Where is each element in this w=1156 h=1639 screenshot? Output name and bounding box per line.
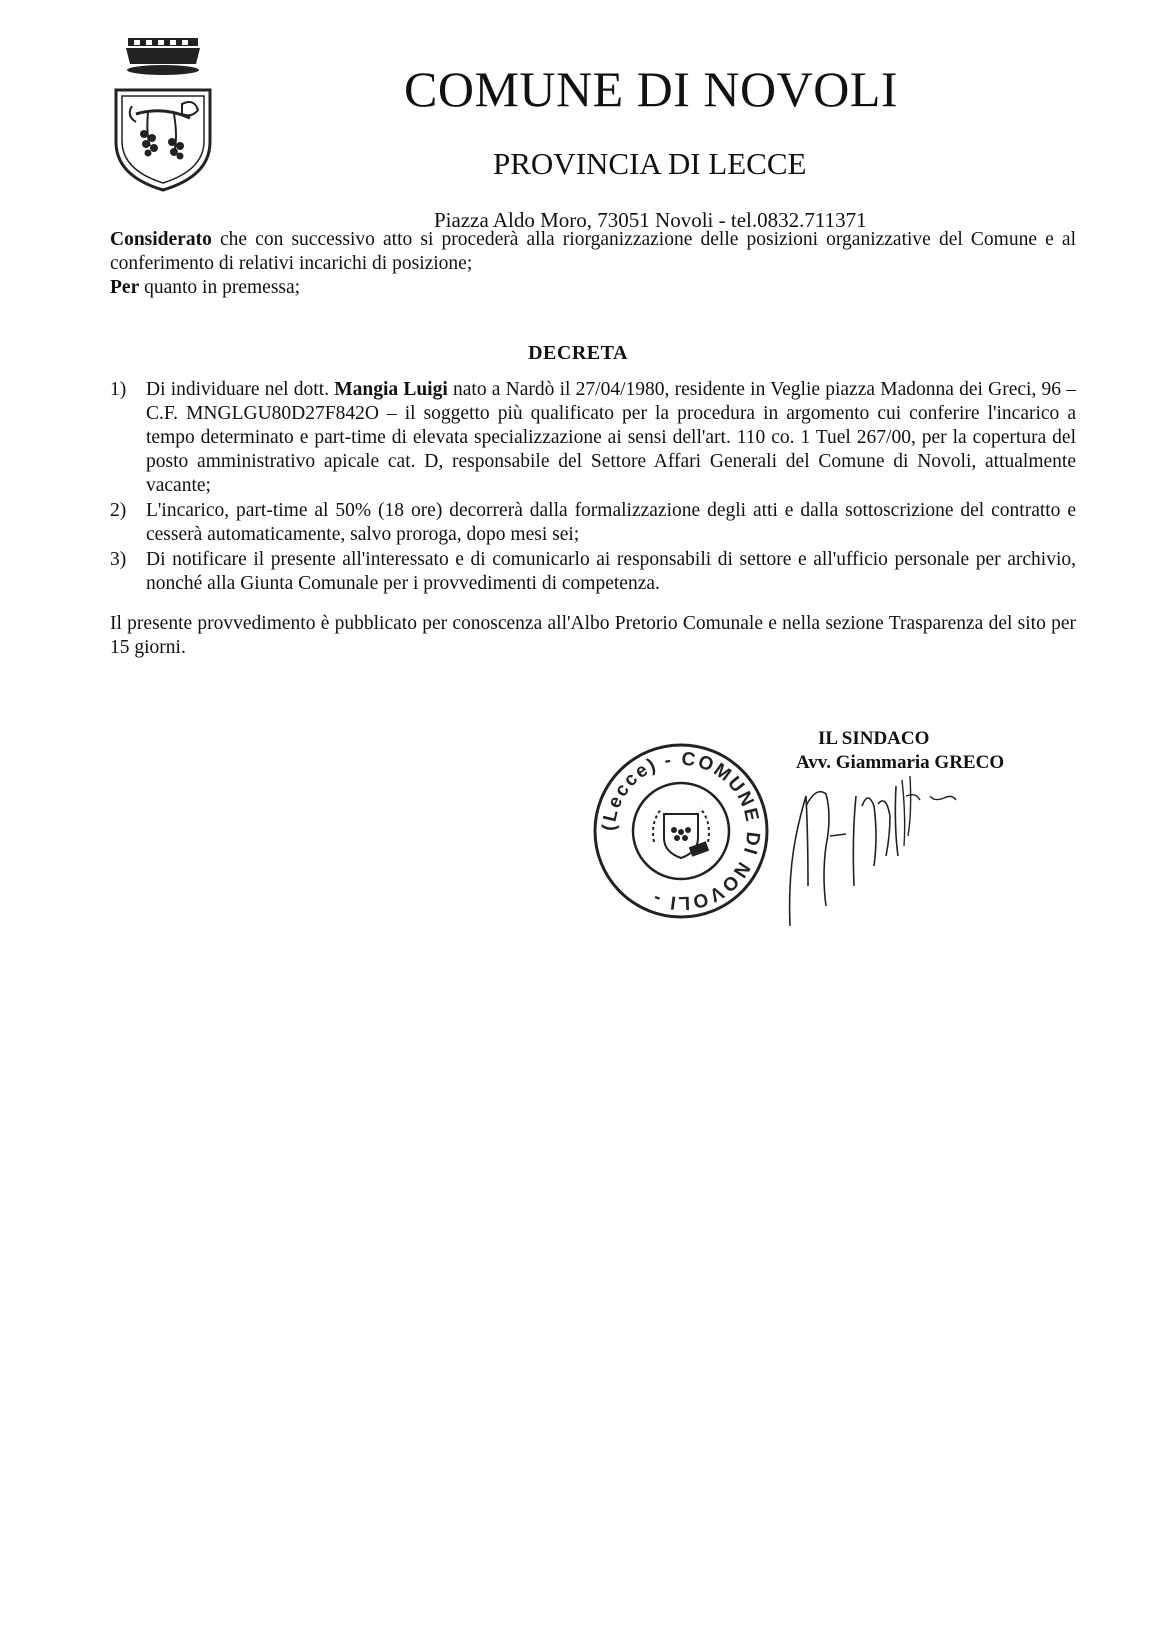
municipal-address: Piazza Aldo Moro, 73051 Novoli - tel.0832.711371	[434, 208, 867, 232]
item-text: L'incarico, part-time al 50% (18 ore) decorrerà dalla formalizzazione degli atti e dalla sottoscrizione del contratto e cesserà automaticamente, salvo proroga, dopo mesi sei;	[146, 500, 1076, 545]
page-title: COMUNE DI NOVOLI	[404, 61, 899, 117]
handwritten-signature-icon	[786, 776, 996, 926]
per-clause	[110, 276, 1076, 300]
province-subtitle: PROVINCIA DI LECCE	[493, 146, 807, 181]
decreta-heading: DECRETA	[528, 342, 628, 364]
signature-block	[796, 727, 1004, 775]
item-text: Di notificare il presente all'interessato e di comunicarlo ai responsabili di settore e all'ufficio personale per archivio, nonché alla Giunta Comunale per i provvedimenti di competenza.	[146, 549, 1076, 594]
item-text: Di individuare nel dott. Mangia Luigi nato a Nardò il 27/04/1980, residente in Veglie piazza Madonna dei Greci, 96 – C.F. MNGLGU80D27F842O – il soggetto più qualificato per la procedura in argomento cui conferire l'incarico a tempo determinato e part-time di elevata specializzazione ai sensi dell'art. 110 co. 1 Tuel 267/00, per la copertura del posto amministrativo apicale cat. D, responsabile del Settore Affari Generali del Comune di Novoli, attualmente vacante;	[146, 379, 1076, 496]
item-number: 3)	[110, 549, 127, 570]
decree-item	[110, 378, 1076, 498]
per-text: quanto in premessa;	[139, 277, 301, 298]
decree-item	[110, 499, 1076, 547]
premise-paragraph	[110, 228, 1076, 300]
appointee-name: Mangia Luigi	[334, 379, 448, 400]
decree-items-list	[110, 378, 1076, 597]
considerato-clause	[110, 228, 1076, 276]
municipal-crest-icon	[108, 34, 218, 194]
considerato-label: Considerato	[110, 229, 212, 250]
per-label: Per	[110, 277, 140, 298]
item-number: 1)	[110, 379, 127, 400]
signatory-title: IL SINDACO	[818, 728, 930, 749]
considerato-text: che con successivo atto si procederà alla riorganizzazione delle posizioni organizzative del Comune e al conferimento di relativi incarichi di posizione;	[110, 229, 1076, 274]
decree-item	[110, 548, 1076, 596]
item-number: 2)	[110, 500, 127, 521]
official-stamp-icon	[592, 742, 770, 920]
publication-notice: Il presente provvedimento è pubblicato per conoscenza all'Albo Pretorio Comunale e nella sezione Trasparenza del sito per 15 giorni.	[110, 613, 1076, 658]
stamp-ring-text: (Lecce) - COMUNE DI NOVOLI -	[598, 748, 764, 914]
signatory-name: Avv. Giammaria GRECO	[796, 752, 1005, 773]
